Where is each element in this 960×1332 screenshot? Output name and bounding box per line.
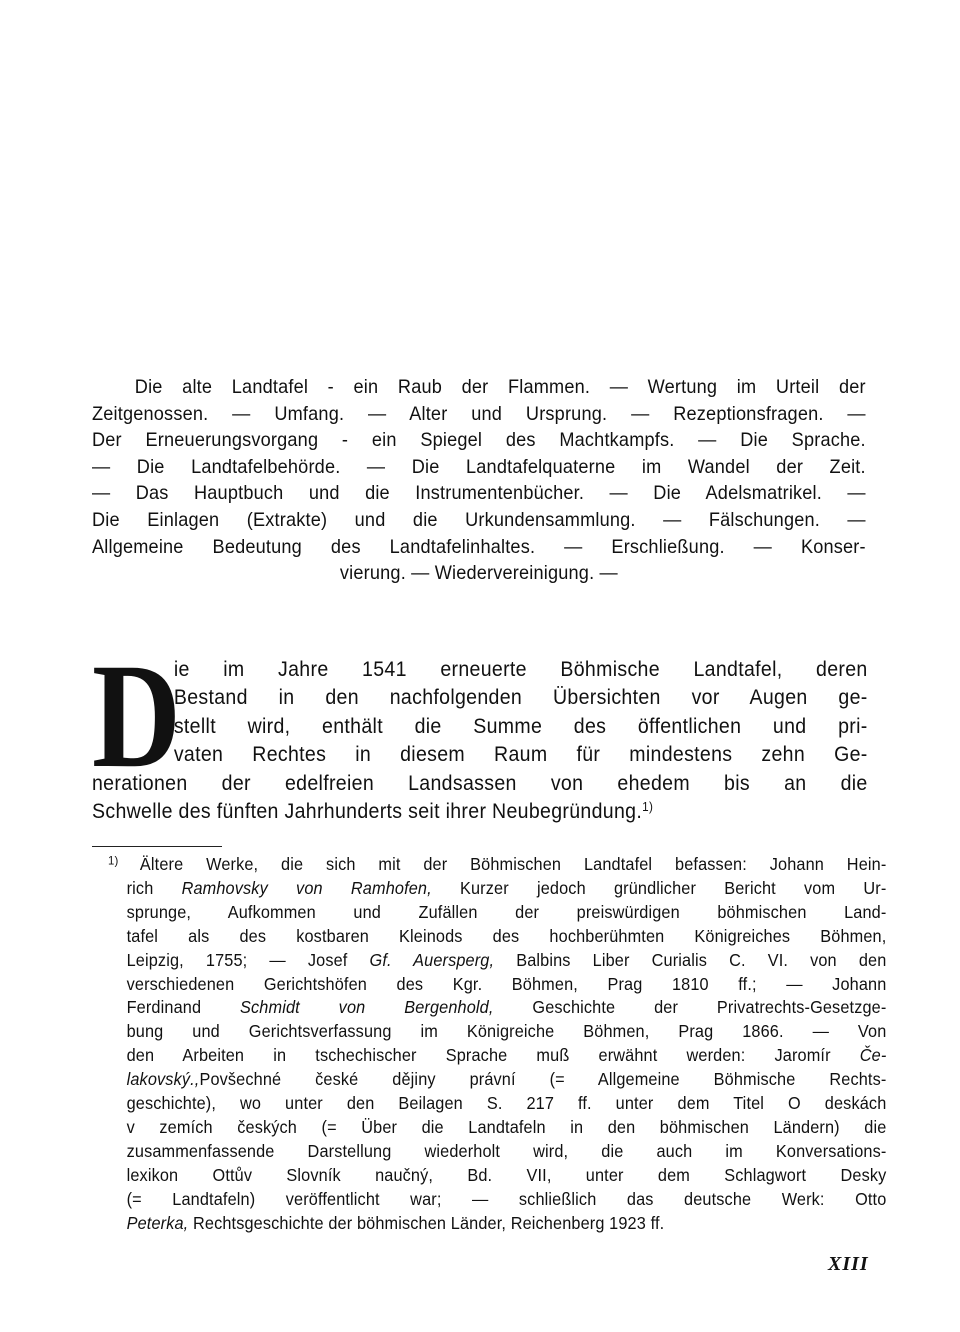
summary-line: Der Erneuerungsvorgang - ein Spiegel des Machtkampfs. — Die Sprache. <box>92 429 866 452</box>
footnote-author-italic: Če- <box>859 1045 887 1066</box>
paragraph-line: vaten Rechtes in diesem Raum für mindestens zehn Ge- <box>173 743 868 767</box>
footnote-line <box>108 996 886 1020</box>
footnote-line <box>108 925 886 949</box>
footnote-text: den Arbeiten in tschechischer Sprache muß erwähnt werden: Jaromír <box>126 1045 860 1066</box>
footnote-text: bung und Gerichtsverfassung im Königreiche Böhmen, Prag 1866. — Von <box>126 1021 887 1042</box>
paragraph-line: ie im Jahre 1541 erneuerte Böhmische Landtafel, deren <box>173 658 868 681</box>
footnote-text: sprunge, Aufkommen und Zufällen der preiswürdigen böhmischen Land- <box>126 901 887 922</box>
paragraph-line: stellt wird, enthält die Summe des öffentlichen und pri- <box>173 714 868 738</box>
footnote-reference[interactable]: 1) <box>642 800 654 815</box>
footnote-author-italic: lakovský., <box>126 1069 200 1090</box>
footnote-author-italic: Schmidt von Bergenhold, <box>240 997 494 1018</box>
summary-line: Allgemeine Bedeutung des Landtafelinhaltes. — Erschließung. — Konser- <box>92 535 866 558</box>
footnote-text: Ferdinand <box>126 997 241 1018</box>
footnote-line <box>108 901 886 925</box>
footnote <box>108 853 887 1236</box>
footnote-text: Geschichte der Privatrechts-Gesetzge- <box>493 997 887 1018</box>
footnote-author-italic: Gf. Auersperg, <box>369 949 495 970</box>
footnote-line <box>108 1140 886 1164</box>
footnote-text: Ältere Werke, die sich mit der Böhmischen Landtafel befassen: Johann Hein- <box>139 854 887 874</box>
footnote-line <box>108 1044 886 1068</box>
footnote-line <box>108 1020 886 1044</box>
summary-line: — Das Hauptbuch und die Instrumentenbücher. — Die Adelsmatrikel. — <box>92 482 866 505</box>
summary-line: — Die Landtafelbehörde. — Die Landtafelquaterne im Wandel der Zeit. <box>92 455 866 478</box>
summary-line: vierung. — Wiedervereinigung. — <box>339 562 618 585</box>
footnote-text: Povšechné české dějiny právní (= Allgemeine Böhmische Rechts- <box>199 1069 887 1090</box>
footnote-line <box>108 1188 886 1212</box>
footnote-text: Rechtsgeschichte der böhmischen Länder, Reichenberg 1923 ff. <box>188 1212 665 1233</box>
footnote-line <box>108 1116 886 1140</box>
paragraph-line-text: Schwelle des fünften Jahrhunderts seit ihrer Neubegründung. <box>92 800 643 824</box>
paragraph-line-last <box>92 798 868 826</box>
footnote-text: Leipzig, 1755; — Josef <box>126 949 370 970</box>
footnote-line <box>108 1068 886 1092</box>
footnote-author-italic: Peterka, <box>126 1212 189 1233</box>
summary-line: Zeitgenossen. — Umfang. — Alter und Ursprung. — Rezeptionsfragen. — <box>92 402 866 425</box>
summary-line: Die alte Landtafel - ein Raub der Flammen. — Wertung im Urteil der <box>134 376 866 398</box>
footnote-line <box>108 877 886 901</box>
paragraph-line: nerationen der edelfreien Landsassen von ehedem bis an die <box>92 771 868 795</box>
footnote-text: tafel als des kostbaren Kleinods des hochberühmten Königreiches Böhmen, <box>126 925 887 946</box>
footnote-text: geschichte), wo unter den Beilagen S. 217 ff. unter dem Titel O deskách <box>126 1093 887 1114</box>
footnote-author-italic: Ramhovsky von Ramhofen, <box>181 877 432 898</box>
footnote-text: v zemích českých (= Über die Landtafeln in den böhmischen Ländern) die <box>126 1116 887 1137</box>
footnote-line <box>108 853 886 877</box>
footnote-text: Balbins Liber Curialis C. VI. von den <box>494 949 887 970</box>
footnote-separator <box>92 846 222 847</box>
footnote-text: verschiedenen Gerichtshöfen des Kgr. Böhmen, Prag 1810 ff.; — Johann <box>126 973 887 994</box>
footnote-line <box>108 1092 886 1116</box>
footnote-text: rich <box>126 877 182 898</box>
footnote-line <box>108 973 886 997</box>
footnote-line <box>108 1212 886 1236</box>
footnote-text: Kurzer jedoch gründlicher Bericht vom Ur- <box>431 877 887 898</box>
drop-cap: D <box>92 633 181 799</box>
footnote-text: (= Landtafeln) veröffentlicht war; — schließlich das deutsche Werk: Otto <box>126 1188 887 1209</box>
footnote-text: zusammenfassende Darstellung wiederholt wird, die auch im Konversations- <box>126 1140 887 1161</box>
footnote-line <box>108 1164 886 1188</box>
page-number: XIII <box>828 1253 869 1275</box>
footnote-text: lexikon Ottův Slovník naučný, Bd. VII, unter dem Schlagwort Desky <box>126 1164 887 1185</box>
main-paragraph <box>92 633 868 826</box>
footnote-line <box>108 949 886 973</box>
paragraph-line: Bestand in den nachfolgenden Übersichten vor Augen ge- <box>173 686 868 710</box>
summary-line: Die Einlagen (Extrakte) und die Urkundensammlung. — Fälschungen. — <box>92 508 866 531</box>
chapter-summary <box>92 374 866 587</box>
footnote-marker: 1) <box>108 853 140 868</box>
